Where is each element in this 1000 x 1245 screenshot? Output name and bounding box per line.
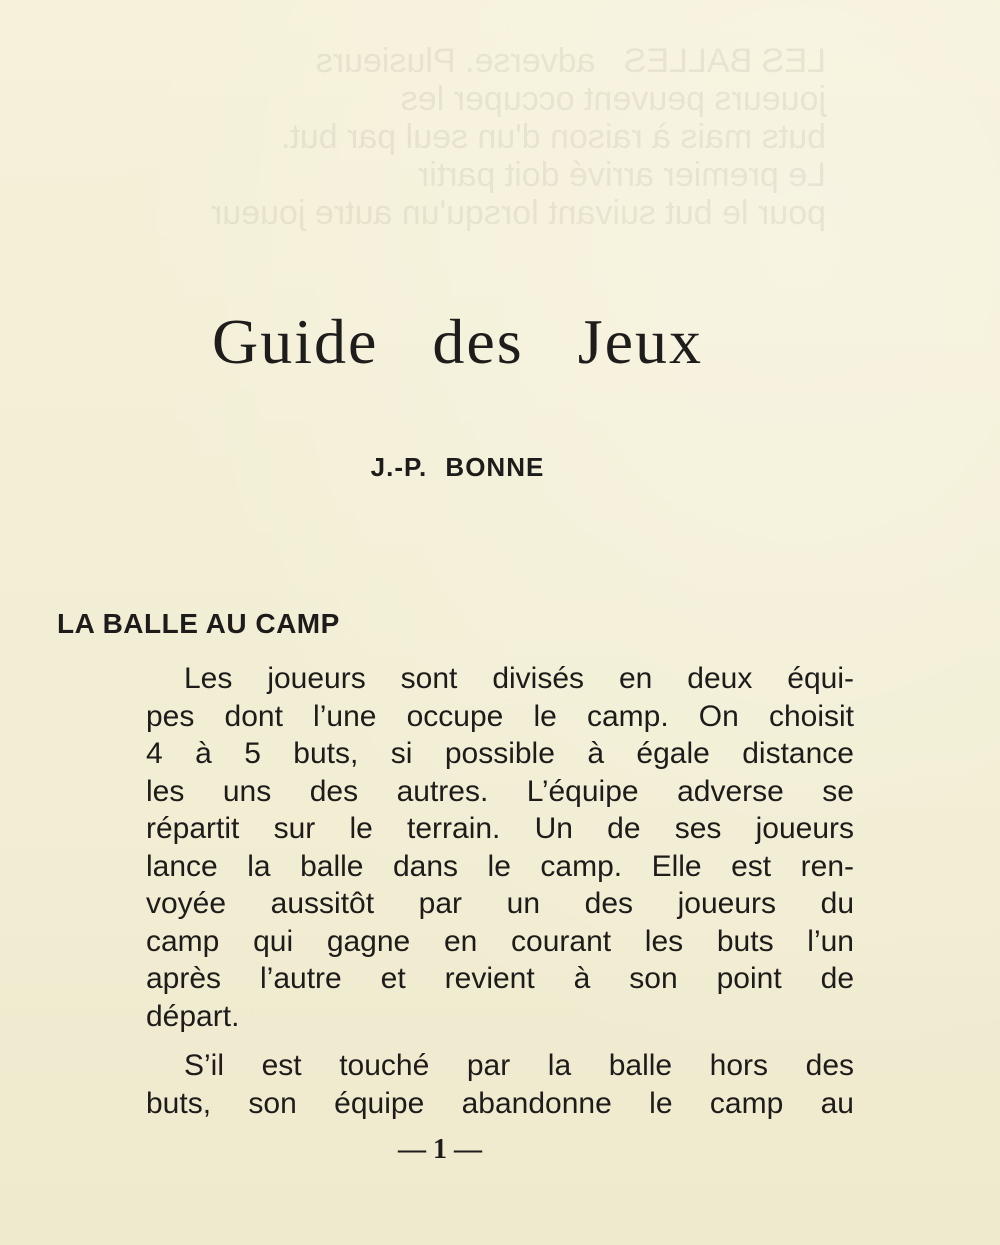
text-line: voyée aussitôt par un des joueurs du (146, 887, 854, 920)
section-heading: LA BALLE AU CAMP (57, 608, 340, 639)
text-line: lance la balle dans le camp. Elle est ren- (146, 849, 854, 883)
text-line: Les joueurs sont divisés en deux équi- (184, 662, 854, 695)
text-line: pes dont l’une occupe le camp. On choisit (146, 699, 854, 733)
text-line: après l’autre et revient à son point de (146, 962, 854, 995)
author-name: J.-P. BONNE (370, 452, 545, 482)
book-title: Guide des Jeux (211, 306, 704, 377)
show-through-reverse-text: LES BALLES adverse. Plusieurs joueurs peuvent occuper les buts mais à raison d'un seul par but. Le premier arrivé doit partir pour le but suivant lorsqu'un autre joueur (210, 42, 826, 232)
text-line: les uns des autres. L’équipe adverse se (146, 774, 854, 808)
text-line: S’il est touché par la balle hors des (184, 1049, 854, 1082)
text-line: buts, son équipe abandonne le camp au (146, 1086, 854, 1120)
text-line: répartit sur le terrain. Un de ses joueurs (146, 812, 854, 845)
text-line: camp qui gagne en courant les buts l’un (146, 924, 854, 958)
text-line: 4 à 5 buts, si possible à égale distance (146, 737, 854, 770)
text-line: départ. (146, 999, 240, 1033)
page-number: — 1 — (398, 1134, 482, 1165)
body-text (146, 660, 854, 1122)
